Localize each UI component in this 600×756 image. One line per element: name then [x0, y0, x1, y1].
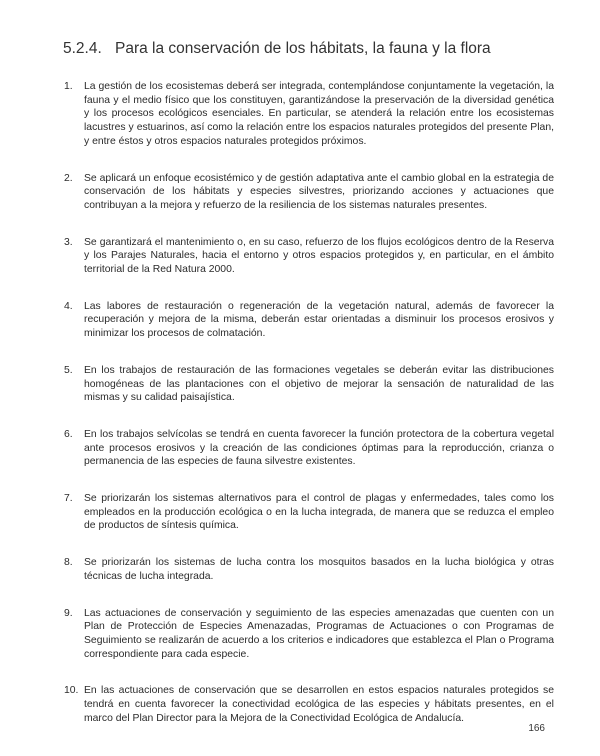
list-item-number: 1. [64, 81, 73, 92]
section-number: 5.2.4. [63, 40, 102, 57]
list-item [64, 556, 554, 583]
page-number: 166 [528, 723, 545, 734]
list-item-text: La gestión de los ecosistemas deberá ser integrada, contemplándose conjuntamente la vegetación, la fauna y el medio físico que los constituyen, garantizándose la preservación de la diversidad genética y los procesos ecológicos esenciales. En particular, se atenderá la relación entre los ecosistemas lacustres y estuarinos, así como la relación entre los espacios naturales protegidos del presente Plan, y entre éstos y otros espacios naturales protegidos próximos. [84, 81, 554, 147]
section-heading [63, 40, 543, 58]
list-item-number: 9. [64, 607, 73, 619]
list-item-text: Se priorizarán los sistemas alternativos para el control de plagas y enfermedades, tales como los empleados en la producción ecológica o en la lucha integrada, de manera que se reduzca el empleo de productos de síntesis química. [84, 493, 554, 532]
list-item-text: En las actuaciones de conservación que se desarrollen en estos espacios naturales protegidos se tendrá en cuenta favorecer la conectividad ecológica de las especies y hábitats presentes, en el marco del Plan Director para la Mejora de la Conectividad Ecológica de Andalucía. [84, 685, 554, 724]
list-item-number: 4. [64, 300, 73, 312]
list-item [64, 492, 554, 533]
list-item [64, 172, 554, 213]
list-item [64, 607, 554, 662]
list-item [64, 684, 554, 725]
list-item-number: 3. [64, 236, 73, 248]
list-item-number: 6. [64, 428, 73, 440]
numbered-list [64, 80, 554, 726]
list-item-text: En los trabajos selvícolas se tendrá en cuenta favorecer la función protectora de la cobertura vegetal ante procesos erosivos y la creación de las condiciones óptimas para la reproducción, crianza o permanencia de las especies de fauna silvestre existentes. [84, 428, 554, 468]
list-item [64, 300, 554, 341]
list-item-text: Se garantizará el mantenimiento o, en su caso, refuerzo de los flujos ecológicos dentro de la Reserva y los Parajes Naturales, hacia el entorno y otros espacios protegidos y, en particular, en el ámbito territorial de la Red Natura 2000. [84, 236, 554, 276]
list-item-number: 7. [64, 493, 73, 505]
list-item-number: 8. [64, 557, 73, 569]
list-item-text: Las actuaciones de conservación y seguimiento de las especies amenazadas que cuenten con un Plan de Protección de Especies Amenazadas, Programas de Actuaciones o con Programas de Seguimiento se realizarán de acuerdo a los criterios e indicadores que establezca el Plan o Programa correspondiente para cada especie. [84, 607, 554, 660]
list-item-text: Se aplicará un enfoque ecosistémico y de gestión adaptativa ante el cambio global en la estrategia de conservación de los hábitats y especies silvestres, priorizando acciones y actuaciones que contribuyan a la mejora y refuerzo de la resiliencia de los sistemas naturales presentes. [84, 172, 554, 211]
list-item-text: En los trabajos de restauración de las formaciones vegetales se deberán evitar las distribuciones homogéneas de las plantaciones con el objetivo de mejorar la sensación de naturalidad de las mismas y su calidad paisajística. [84, 364, 554, 404]
list-item-text: Se priorizarán los sistemas de lucha contra los mosquitos basados en la lucha biológica y otras técnicas de lucha integrada. [84, 557, 554, 582]
list-item [64, 364, 554, 405]
list-item [64, 236, 554, 277]
list-item [64, 428, 554, 469]
section-title: Para la conservación de los hábitats, la fauna y la flora [115, 40, 491, 57]
list-item-text: Las labores de restauración o regeneración de la vegetación natural, además de favorecer la recuperación y mejora de la misma, deberán estar orientadas a disminuir los procesos erosivos y minimizar los procesos de colmatación. [84, 300, 554, 340]
list-item-number: 10. [64, 685, 79, 697]
list-item-number: 2. [64, 172, 73, 184]
list-item [64, 80, 554, 149]
list-item-number: 5. [64, 364, 73, 376]
